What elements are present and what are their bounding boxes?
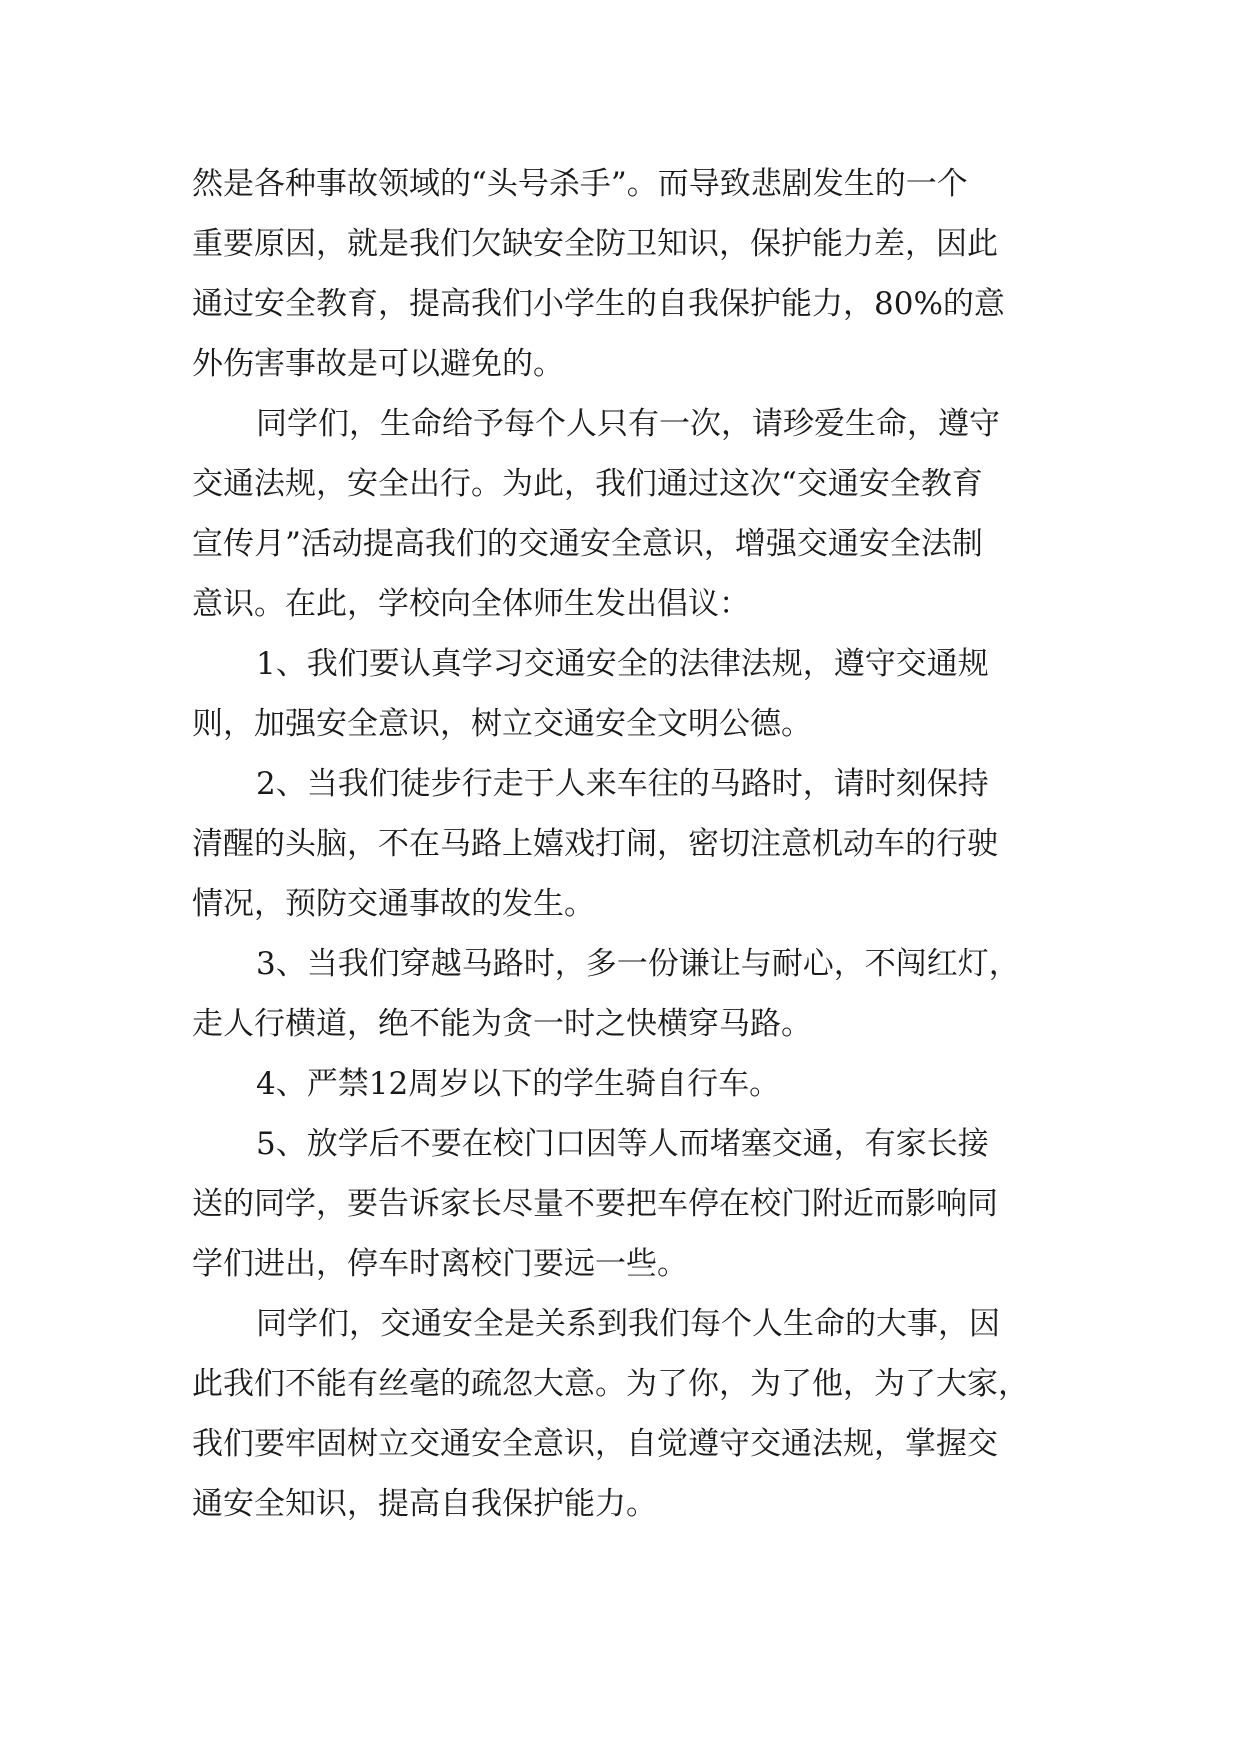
list-item-2-start: 2、当我们徒步行走于人来车往的马路时，请时刻保持 xyxy=(256,766,989,802)
text-line: 走人行横道，绝不能为贪一时之快横穿马路。 xyxy=(192,1006,812,1042)
text-line: 交通法规，安全出行。为此，我们通过这次“交通安全教育 xyxy=(192,466,983,502)
list-item-3-start: 3、当我们穿越马路时，多一份谦让与耐心，不闯红灯， xyxy=(256,946,1020,982)
text-line: 学们进出，停车时离校门要远一些。 xyxy=(192,1246,688,1282)
text-line: 则，加强安全意识，树立交通安全文明公德。 xyxy=(192,706,812,742)
paragraph-start-line: 同学们，交通安全是关系到我们每个人生命的大事，因 xyxy=(256,1306,1000,1342)
text-line: 通安全知识，提高自我保护能力。 xyxy=(192,1486,657,1522)
paragraph-start-line: 同学们，生命给予每个人只有一次，请珍爱生命，遵守 xyxy=(256,406,1000,442)
text-line: 情况，预防交通事故的发生。 xyxy=(192,886,595,922)
list-item-4: 4、严禁12周岁以下的学生骑自行车。 xyxy=(256,1066,781,1102)
text-line: 送的同学，要告诉家长尽量不要把车停在校门附近而影响同 xyxy=(192,1186,998,1222)
list-item-1-start: 1、我们要认真学习交通安全的法律法规，遵守交通规 xyxy=(256,646,989,682)
text-line: 清醒的头脑，不在马路上嬉戏打闹，密切注意机动车的行驶 xyxy=(192,826,998,862)
text-line: 意识。在此，学校向全体师生发出倡议： xyxy=(192,586,750,622)
text-line: 宣传月”活动提高我们的交通安全意识，增强交通安全法制 xyxy=(192,526,983,562)
text-line: 然是各种事故领域的“头号杀手”。而导致悲剧发生的一个 xyxy=(192,166,968,202)
text-line: 通过安全教育，提高我们小学生的自我保护能力，80%的意 xyxy=(192,286,1005,322)
text-line: 我们要牢固树立交通安全意识，自觉遵守交通法规，掌握交 xyxy=(192,1426,998,1462)
text-line: 外伤害事故是可以避免的。 xyxy=(192,346,564,382)
text-line: 重要原因，就是我们欠缺安全防卫知识，保护能力差，因此 xyxy=(192,226,998,262)
list-item-5-start: 5、放学后不要在校门口因等人而堵塞交通，有家长接 xyxy=(256,1126,989,1162)
text-line: 此我们不能有丝毫的疏忽大意。为了你，为了他，为了大家， xyxy=(192,1366,1029,1402)
